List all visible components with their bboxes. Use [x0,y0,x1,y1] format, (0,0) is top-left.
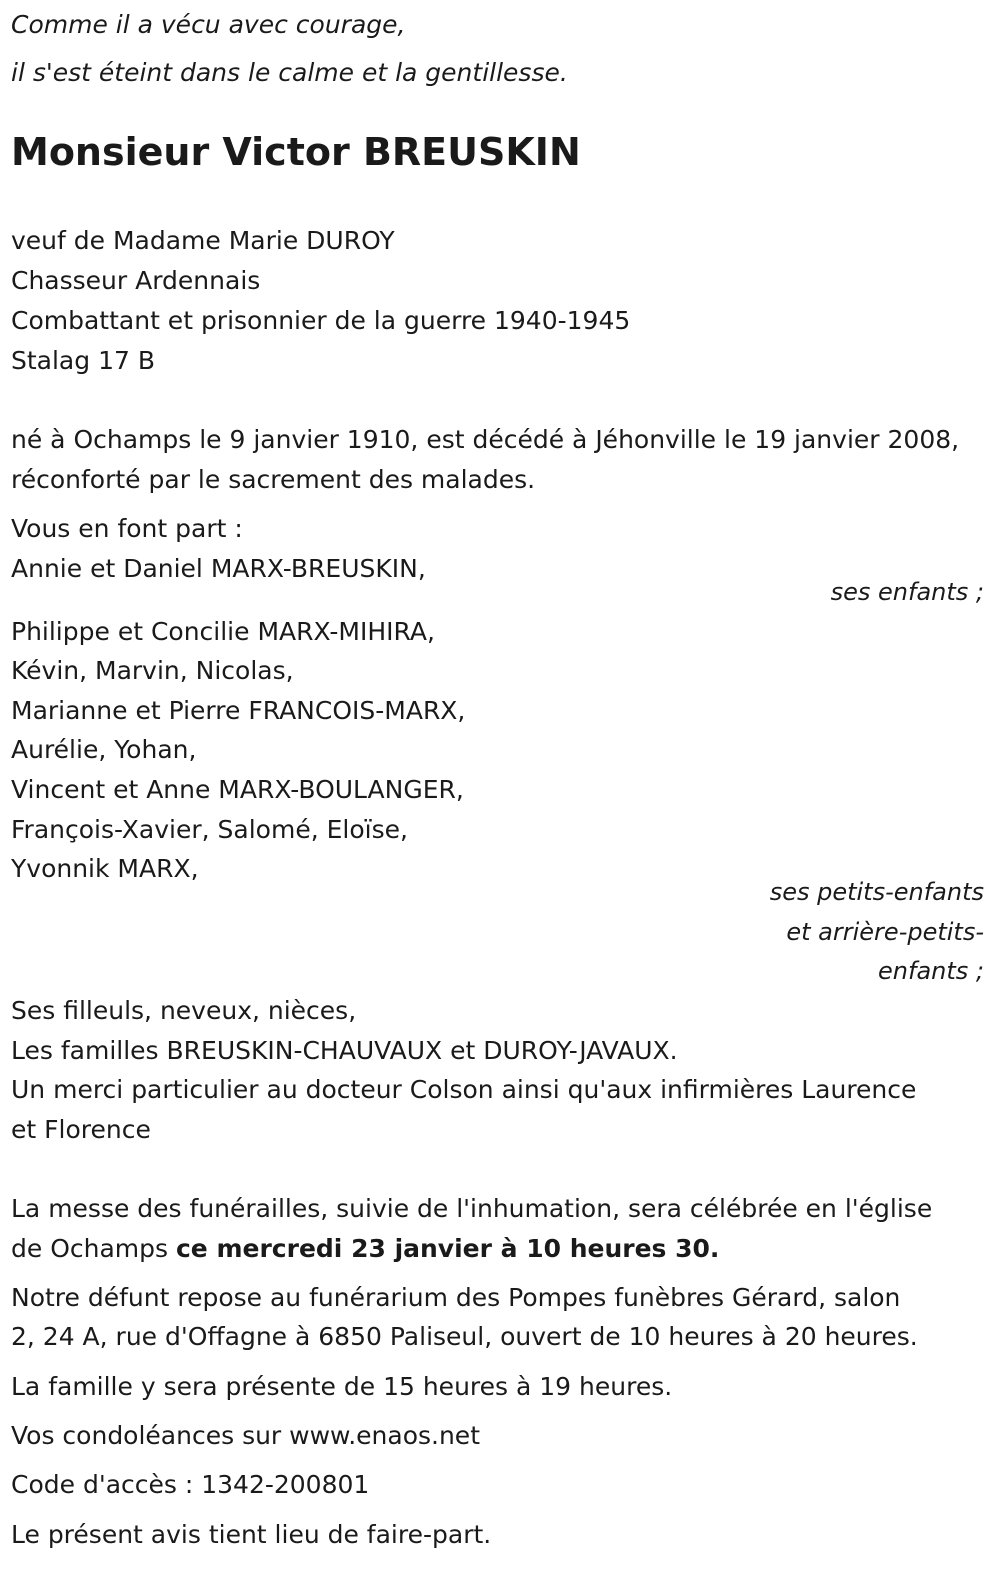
deceased-name-title: Monsieur Victor BREUSKIN [11,130,581,174]
children-names: Annie et Daniel MARX-BREUSKIN, [11,554,426,583]
repose-line-1: Notre défunt repose au funérarium des Pompes funèbres Gérard, salon [11,1283,901,1312]
others-thanks-line-2: et Florence [11,1115,151,1144]
repose-line-2: 2, 24 A, rue d'Offagne à 6850 Paliseul, ouvert de 10 heures à 20 heures. [11,1322,918,1351]
detail-regiment: Chasseur Ardennais [11,266,261,295]
intro-line-1: Comme il a vécu avec courage, [11,10,406,39]
birth-death-line-2: réconforté par le sacrement des malades. [11,465,536,494]
condolences: Vos condoléances sur www.enaos.net [11,1421,480,1450]
children-label: ses enfants ; [830,578,984,606]
grandchildren-line: Aurélie, Yohan, [11,735,197,764]
others-godchildren: Ses filleuls, neveux, nièces, [11,996,357,1025]
detail-widower: veuf de Madame Marie DUROY [11,226,395,255]
detail-war: Combattant et prisonnier de la guerre 1940-1945 [11,306,631,335]
closing-note: Le présent avis tient lieu de faire-part. [11,1520,492,1549]
grandchildren-line: Philippe et Concilie MARX-MIHIRA, [11,617,435,646]
intro-line-2: il s'est éteint dans le calme et la gentillesse. [11,58,568,87]
others-families: Les familles BREUSKIN-CHAUVAUX et DUROY-JAVAUX. [11,1036,678,1065]
grandchildren-label-line-2: et arrière-petits- [786,918,984,946]
funeral-place: de Ochamps [11,1234,176,1263]
birth-death-line-1: né à Ochamps le 9 janvier 1910, est décédé à Jéhonville le 19 janvier 2008, [11,425,960,454]
others-thanks-line-1: Un merci particulier au docteur Colson ainsi qu'aux infirmières Laurence [11,1075,917,1104]
grandchildren-line: Vincent et Anne MARX-BOULANGER, [11,775,464,804]
funeral-line-1: La messe des funérailles, suivie de l'inhumation, sera célébrée en l'église [11,1194,933,1223]
funeral-date-time: ce mercredi 23 janvier à 10 heures 30. [175,1234,720,1263]
grandchildren-line: Kévin, Marvin, Nicolas, [11,656,294,685]
funeral-line-2 [11,1234,719,1263]
grandchildren-line: François-Xavier, Salomé, Eloïse, [11,815,408,844]
grandchildren-label-line-1: ses petits-enfants [769,878,984,906]
grandchildren-line: Marianne et Pierre FRANCOIS-MARX, [11,696,466,725]
detail-stalag: Stalag 17 B [11,346,155,375]
obituary-notice [11,0,984,1581]
access-code: Code d'accès : 1342-200801 [11,1470,370,1499]
grandchildren-label-line-3: enfants ; [878,957,984,985]
grandchildren-line: Yvonnik MARX, [11,854,199,883]
announce-intro: Vous en font part : [11,514,243,543]
family-presence: La famille y sera présente de 15 heures à 19 heures. [11,1372,673,1401]
